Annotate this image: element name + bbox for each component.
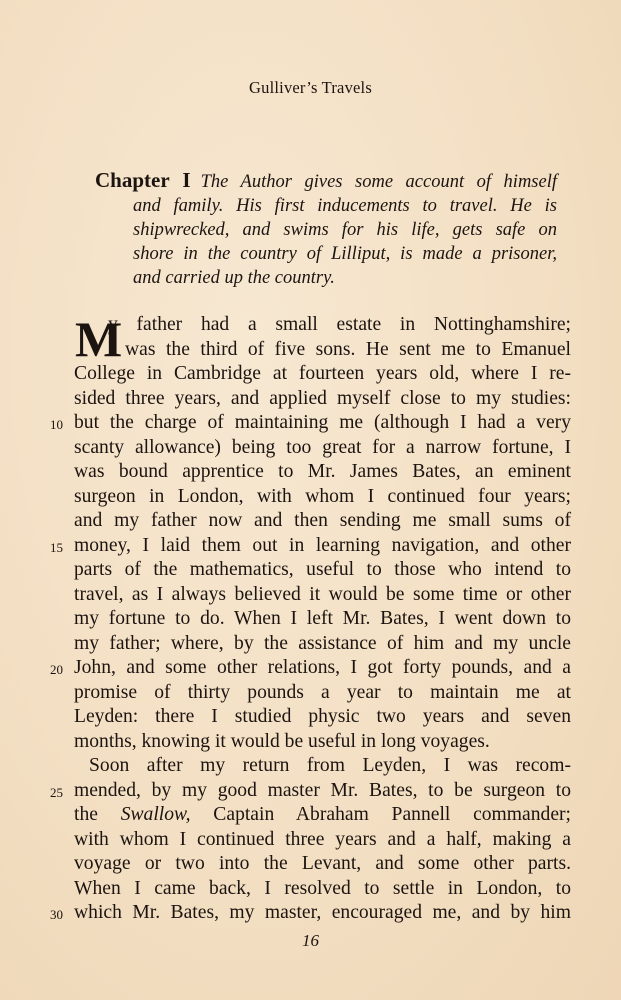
text-line: Leyden: there I studied physic two years and seven [74,706,571,727]
text-line: my father; where, by the assistance of him and my uncle [74,632,571,654]
drop-cap: M [75,311,123,367]
line-number: 25 [50,784,63,800]
text-line: 10 but the charge of maintaining me (although I had a very [74,411,571,436]
ship-name: Swallow, [120,804,191,825]
text-line: with whom I continued three years and a half, making a [74,828,571,850]
text-line: sided three years, and applied myself close to my studies: [74,387,571,409]
chapter-summary-line: shipwrecked, and swims for his life, gets safe on [133,220,557,240]
chapter-summary-line: and family. His first inducements to travel. He is [133,196,557,216]
chapter-summary-line: and carried up the country. [133,268,335,288]
chapter-summary-line: shore in the country of Lilliput, is made a prisoner, [133,244,557,264]
text-line: and my father now and then sending me small sums of [74,510,571,531]
page-number: 16 [302,931,319,950]
text-line: 15 money, I laid them out in learning navigation, and other [74,534,571,559]
line-number: 15 [50,539,63,555]
text-line: promise of thirty pounds a year to maintain me at [74,681,571,703]
text-line: months, knowing it would be useful in long voyages. [74,730,490,752]
line-number: 30 [50,907,63,922]
text-line: College in Cambridge at fourteen years old, where I re- [74,363,571,384]
text-line: Soon after my return from Leyden, I was recom- [89,755,571,776]
text-line: 30 which Mr. Bates, my master, encouraged me, and by him [74,901,571,926]
text-line: M y father had a small estate in Nottinghamshire; [75,311,571,367]
chapter-summary-line: Chapter I The Author gives some account of himself [95,168,558,192]
text-line: was bound apprentice to Mr. James Bates, an eminent [74,461,571,482]
line-number: 10 [50,417,63,432]
body-text [50,311,571,926]
text-line: travel, as I always believed it would be some time or other [74,583,571,605]
text-line: I was the third of five sons. He sent me to Emanuel [108,338,571,360]
text-line: 20 John, and some other relations, I got forty pounds, and a [74,656,571,681]
text-line: 25 mended, by my good master Mr. Bates, to be surgeon to [74,779,571,804]
text-line: scanty allowance) being too great for a narrow fortune, I [74,436,571,458]
text-line: voyage or two into the Levant, and some other parts. [74,853,571,874]
text-line: the Swallow, Captain Abraham Pannell commander; [74,804,571,825]
text-line: surgeon in London, with whom I continued four years; [74,485,571,507]
text-line: parts of the mathematics, useful to those who intend to [74,559,571,580]
text-line: When I came back, I resolved to settle in London, to [74,877,571,899]
chapter-label: Chapter I [95,168,191,192]
line-number: 20 [50,662,63,677]
chapter-heading [95,168,557,290]
running-head: Gulliver’s Travels [249,78,372,97]
text-line: my fortune to do. When I left Mr. Bates, I went down to [74,608,571,629]
